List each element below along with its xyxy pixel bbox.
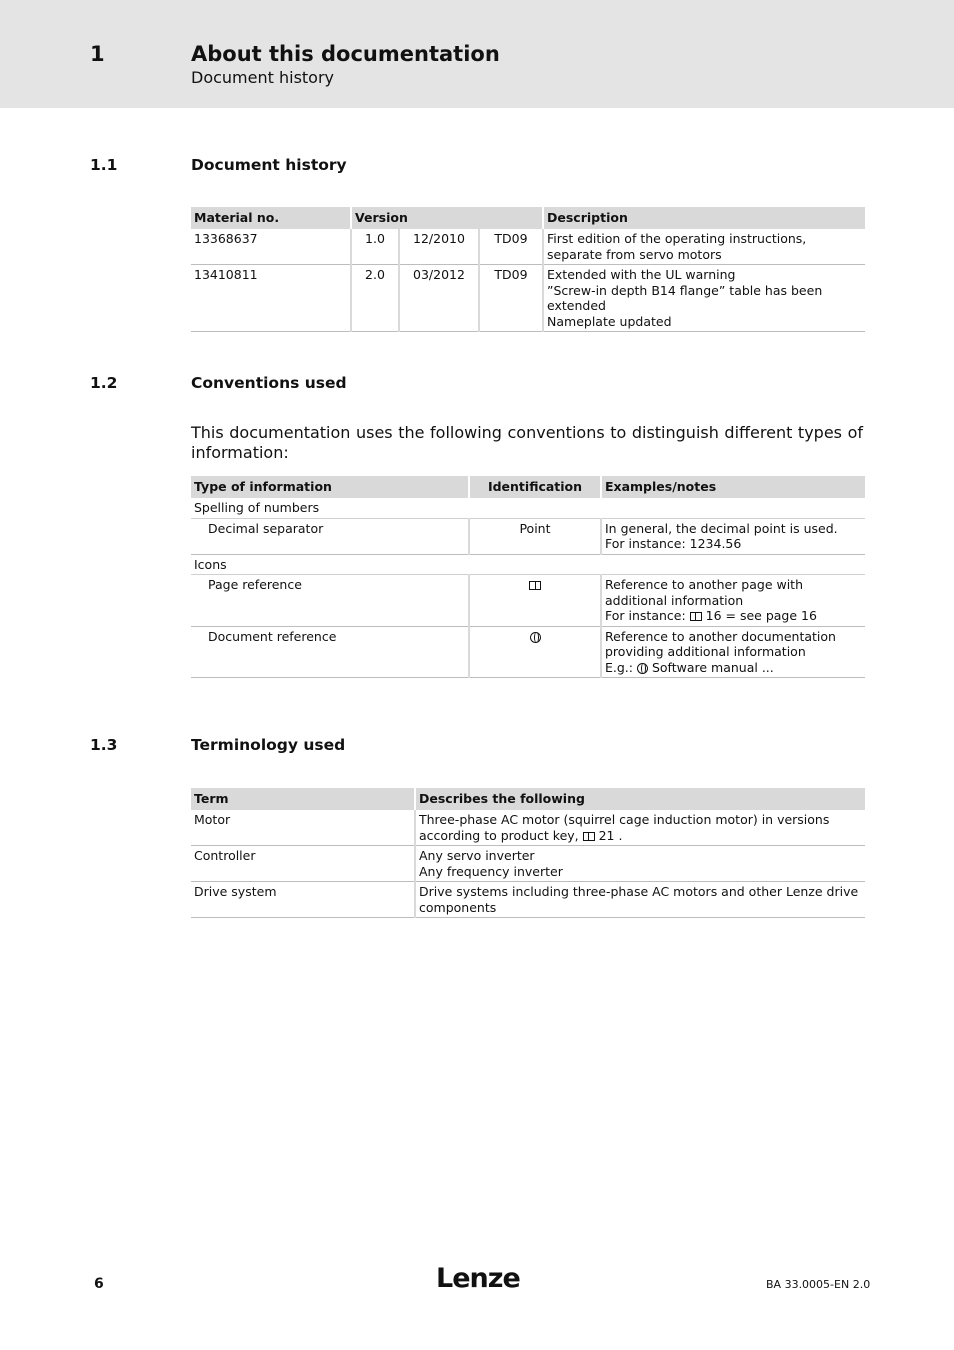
document-history-table (191, 207, 865, 332)
col-version: Version (351, 207, 543, 229)
description-line: Any servo inverter (419, 848, 535, 863)
identification (469, 575, 601, 627)
book-icon (529, 581, 541, 590)
table-row (191, 518, 865, 554)
identification: Point (469, 518, 601, 554)
term-description: Three-phase AC motor (squirrel cage induction motor) in versions according to product key, 21 . (415, 810, 865, 846)
section-number-1-3: 1.3 (90, 736, 118, 754)
chapter-number: 1 (90, 42, 105, 66)
code: TD09 (479, 229, 543, 265)
chapter-subtitle: Document history (191, 68, 335, 87)
col-description: Description (543, 207, 865, 229)
book-icon (583, 832, 595, 841)
examples (601, 518, 865, 554)
globe-icon (637, 663, 648, 674)
col-identification: Identification (469, 476, 601, 498)
code: TD09 (479, 265, 543, 332)
table-row (191, 554, 865, 575)
version: 1.0 (351, 229, 399, 265)
type-label: Decimal separator (191, 518, 469, 554)
examples (601, 626, 865, 678)
chapter-header (0, 0, 954, 108)
description-line: First edition of the operating instructions, separate from servo motors (547, 231, 807, 262)
description-line: Any frequency inverter (419, 863, 563, 879)
col-describes: Describes the following (415, 788, 865, 810)
chapter-title: About this documentation (191, 42, 500, 66)
terminology-table (191, 788, 865, 918)
section-number-1-2: 1.2 (90, 374, 118, 392)
description (543, 265, 865, 332)
table-row (191, 846, 865, 882)
description-line: Extended with the UL warning (547, 267, 736, 282)
note-line: E.g.: Software manual ... (605, 659, 774, 675)
conventions-table (191, 476, 865, 678)
date: 03/2012 (399, 265, 479, 332)
term-description (415, 846, 865, 882)
globe-icon (530, 632, 541, 643)
note-line: In general, the decimal point is used. (605, 520, 838, 536)
document-reference: BA 33.0005-EN 2.0 (766, 1278, 871, 1291)
term-description: Drive systems including three-phase AC motors and other Lenze drive components (415, 882, 865, 918)
table-header (191, 476, 865, 498)
section-title-document-history: Document history (191, 156, 347, 174)
material-no: 13368637 (191, 229, 351, 265)
description (543, 229, 865, 265)
table-header (191, 788, 865, 810)
type-label: Document reference (191, 626, 469, 678)
col-term: Term (191, 788, 415, 810)
table-row (191, 882, 865, 918)
type-label: Page reference (191, 575, 469, 627)
term: Controller (191, 846, 415, 882)
section-title-terminology: Terminology used (191, 736, 346, 754)
table-row (191, 575, 865, 627)
conventions-intro: This documentation uses the following conventions to distinguish different types of information: (191, 423, 863, 462)
description-line: Nameplate updated (547, 313, 672, 329)
table-row (191, 229, 865, 265)
version: 2.0 (351, 265, 399, 332)
description-line: ”Screw-in depth B14 flange” table has been extended (547, 282, 823, 313)
group-label: Icons (191, 554, 865, 575)
note-line: For instance: 1234.56 (605, 536, 742, 551)
table-header (191, 207, 865, 229)
lenze-logo: Lenze (436, 1263, 520, 1294)
col-material: Material no. (191, 207, 351, 229)
identification (469, 626, 601, 678)
date: 12/2010 (399, 229, 479, 265)
term: Motor (191, 810, 415, 846)
note-line: For instance: 16 = see page 16 (605, 608, 817, 623)
note-line: Reference to another page with additional information (605, 577, 804, 608)
table-row (191, 498, 865, 518)
examples (601, 575, 865, 627)
note-line: Reference to another documentation providing additional information (605, 628, 836, 659)
col-type: Type of information (191, 476, 469, 498)
group-label: Spelling of numbers (191, 498, 865, 518)
section-number-1-1: 1.1 (90, 156, 118, 174)
page-number: 6 (94, 1276, 104, 1292)
table-row (191, 265, 865, 332)
material-no: 13410811 (191, 265, 351, 332)
book-icon (690, 612, 702, 621)
term: Drive system (191, 882, 415, 918)
table-row (191, 626, 865, 678)
col-examples: Examples/notes (601, 476, 865, 498)
section-title-conventions: Conventions used (191, 374, 347, 392)
table-row (191, 810, 865, 846)
